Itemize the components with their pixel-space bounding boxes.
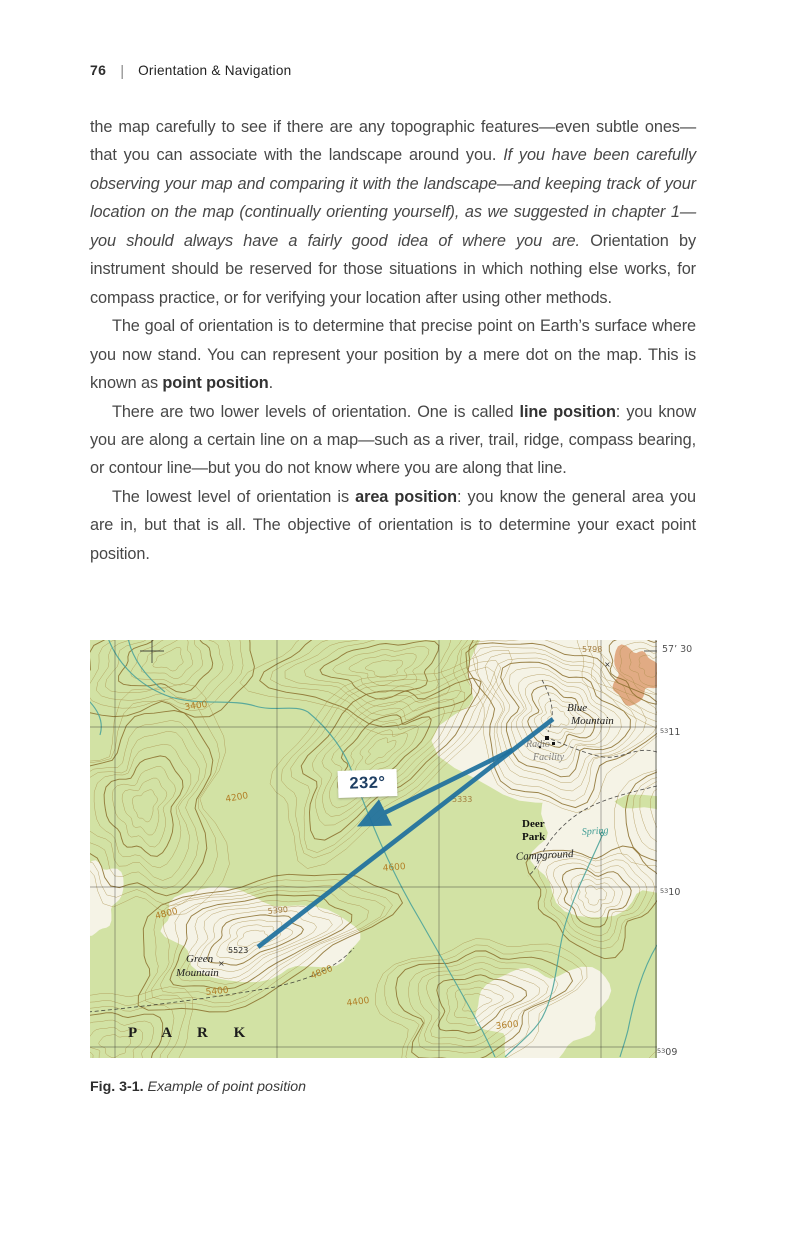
graticule-label: 57’ 30 bbox=[662, 644, 693, 655]
map-label: Campground bbox=[515, 847, 574, 863]
p2-run1: The goal of orientation is to determine that precise point on Earth’s surface where you now stand. You can represent your position by a mere dot on the map. This is known as bbox=[90, 317, 696, 393]
map-label: 4400 bbox=[346, 995, 371, 1009]
p2-run2: . bbox=[268, 374, 274, 393]
paragraph-2 bbox=[90, 312, 696, 397]
running-head bbox=[90, 62, 291, 79]
map-label: Green bbox=[186, 953, 214, 965]
caption-text: Example of point position bbox=[143, 1079, 307, 1095]
grid-number-label: 5309 bbox=[657, 1047, 678, 1058]
p3-run2: : you know you are along a certain line on a map—such as a river, trail, ridge, compass bearing, or contour line—but you do not know where you are along that line. bbox=[90, 402, 696, 478]
paragraph-3 bbox=[90, 398, 696, 483]
figure-3-1 bbox=[90, 640, 700, 1058]
p4-run1: The lowest level of orientation is bbox=[112, 487, 356, 506]
map-label: 3400 bbox=[184, 699, 209, 713]
map-label: Deer bbox=[522, 818, 545, 830]
p2-bold-run: point position bbox=[162, 374, 269, 393]
p1-run1: the map carefully to see if there are any topographic features—even subtle ones—that you can associate with the landscape around you. bbox=[90, 118, 696, 165]
map-label: Mountain bbox=[176, 967, 219, 979]
map-label: Facility bbox=[533, 752, 565, 763]
map-label: P A R K bbox=[128, 1025, 257, 1041]
chapter-title: Orientation & Navigation bbox=[138, 63, 292, 78]
caption-number: Fig. 3-1. bbox=[90, 1079, 144, 1095]
map-label: Spring bbox=[581, 825, 609, 838]
map-label: 4600 bbox=[382, 862, 407, 874]
p3-bold-run: line position bbox=[519, 402, 616, 421]
p3-run1: There are two lower levels of orientation. One is called bbox=[112, 402, 520, 421]
grid-number-label: 5310 bbox=[660, 887, 681, 898]
map-label: Mountain bbox=[571, 715, 614, 727]
map-label: 5523 bbox=[228, 946, 249, 955]
map-label: Radio bbox=[526, 739, 550, 750]
p4-bold-run: area position bbox=[355, 487, 457, 506]
topo-map bbox=[90, 640, 657, 1058]
map-label: Blue bbox=[567, 702, 588, 714]
page-number: 76 bbox=[90, 62, 107, 78]
paragraph-1 bbox=[90, 113, 696, 312]
map-label: × bbox=[218, 959, 225, 968]
header-separator: | bbox=[120, 63, 125, 80]
map-label: Park bbox=[522, 831, 546, 843]
body-text bbox=[90, 113, 696, 568]
p1-italic-run: If you have been carefully observing your map and comparing it with the landscape—and keeping track of your location on the map (continually orienting yourself), as we suggested in chapter 1—you should always have a fairly good idea of where you are. bbox=[90, 146, 696, 250]
map-label: 5400 bbox=[205, 985, 230, 998]
map-label: 4200 bbox=[224, 791, 250, 805]
paragraph-4 bbox=[90, 483, 696, 568]
map-label: 5798 bbox=[582, 645, 603, 654]
map-label: × bbox=[604, 660, 611, 669]
figure-caption bbox=[90, 1079, 306, 1095]
p1-run2: Orientation by instrument should be reserved for those situations in which nothing else works, for compass practice, or for verifying your location after using other methods. bbox=[90, 231, 696, 307]
map-label: 3600 bbox=[495, 1019, 520, 1032]
p4-run2: : you know the general area you are in, but that is all. The objective of orientation is to determine your exact point position. bbox=[90, 487, 697, 563]
map-label: 4800 bbox=[154, 906, 179, 922]
map-label: 5333 bbox=[452, 795, 473, 804]
map-label: 4800 bbox=[309, 963, 335, 982]
grid-number-label: 5311 bbox=[660, 727, 681, 738]
map-label: 5390 bbox=[267, 904, 289, 916]
bearing-label: 232° bbox=[338, 769, 398, 798]
